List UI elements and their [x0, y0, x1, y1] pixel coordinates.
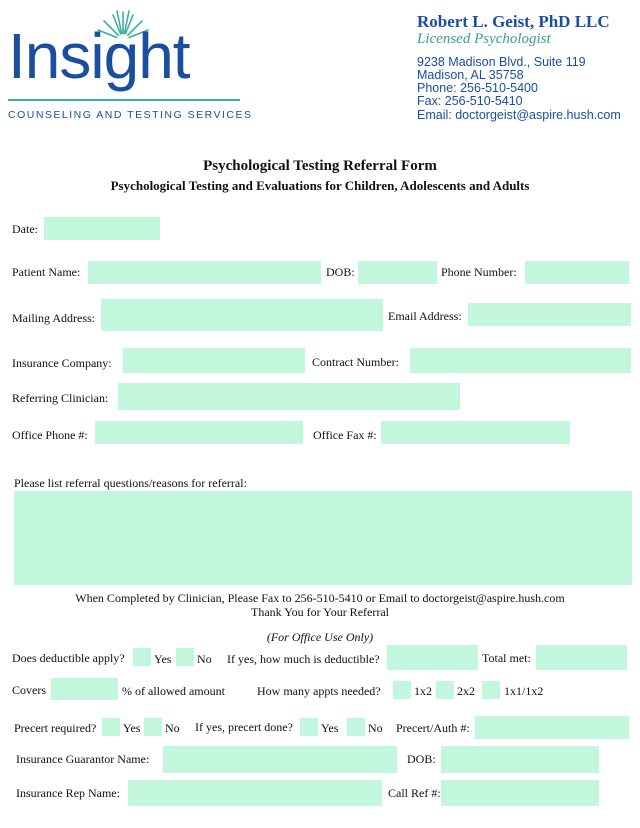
precert-done-yes-checkbox[interactable] [300, 718, 318, 736]
appt-1x1-1x2-checkbox[interactable] [482, 681, 500, 699]
guarantor-name-label: Insurance Guarantor Name: [16, 752, 150, 766]
phone-number-field[interactable] [525, 261, 629, 284]
dob-field[interactable] [358, 261, 437, 284]
date-field[interactable] [44, 217, 160, 240]
referring-clinician-field[interactable] [118, 383, 460, 410]
appt-1x2-label: 1x2 [414, 684, 432, 698]
deductible-yes-label: Yes [154, 652, 172, 666]
guarantor-dob-label: DOB: [407, 752, 436, 766]
contract-number-label: Contract Number: [312, 355, 399, 369]
total-met-field[interactable] [536, 645, 627, 670]
form-subtitle: Psychological Testing and Evaluations for Children, Adolescents and Adults [110, 178, 530, 193]
insurance-company-field[interactable] [123, 348, 305, 373]
covers-label: Covers [12, 683, 46, 697]
office-phone-field[interactable] [95, 421, 303, 444]
call-ref-label: Call Ref #: [388, 786, 441, 800]
guarantor-name-field[interactable] [163, 746, 397, 773]
mailing-address-field[interactable] [101, 299, 383, 331]
patient-name-label: Patient Name: [12, 265, 81, 279]
logo-tagline: COUNSELING AND TESTING SERVICES [8, 109, 253, 121]
insurance-company-label: Insurance Company: [12, 356, 112, 370]
total-met-label: Total met: [482, 651, 531, 665]
covers-percent-field[interactable] [51, 678, 118, 700]
appt-1x1-1x2-label: 1x1/1x2 [504, 684, 544, 698]
rep-name-field[interactable] [128, 780, 382, 806]
phone-line: Phone: 256-510-5400 [417, 81, 538, 95]
precert-done-no-checkbox[interactable] [347, 718, 365, 736]
practice-title: Licensed Psychologist [417, 31, 551, 47]
appt-2x2-checkbox[interactable] [436, 681, 454, 699]
deductible-amount-field[interactable] [387, 645, 478, 670]
precert-auth-field[interactable] [475, 716, 629, 739]
mailing-address-label: Mailing Address: [12, 311, 95, 325]
deductible-apply-label: Does deductible apply? [12, 651, 125, 665]
date-label: Date: [12, 222, 38, 236]
logo-divider [8, 99, 240, 101]
address-line-2: Madison, AL 35758 [417, 68, 524, 82]
precert-auth-label: Precert/Auth #: [396, 721, 470, 735]
practice-name: Robert L. Geist, PhD LLC [417, 12, 610, 31]
referral-questions-field[interactable] [14, 491, 632, 585]
precert-done-yes-label: Yes [321, 721, 339, 735]
office-fax-field[interactable] [381, 421, 570, 444]
thanks-text: Thank You for Your Referral [251, 605, 389, 619]
deductible-no-label: No [197, 652, 212, 666]
precert-no-checkbox[interactable] [144, 718, 162, 736]
precert-done-label: If yes, precert done? [195, 720, 293, 734]
guarantor-dob-field[interactable] [441, 746, 599, 773]
appt-1x2-checkbox[interactable] [393, 681, 411, 699]
logo-wordmark: Insight [8, 20, 190, 92]
precert-yes-checkbox[interactable] [102, 718, 120, 736]
office-fax-label: Office Fax #: [313, 428, 377, 442]
address-line-1: 9238 Madison Blvd., Suite 119 [417, 55, 586, 69]
referral-questions-label: Please list referral questions/reasons for referral: [14, 476, 247, 490]
deductible-yes-checkbox[interactable] [133, 648, 151, 666]
office-use-heading: (For Office Use Only) [266, 630, 374, 644]
contract-number-field[interactable] [410, 348, 631, 373]
appts-needed-label: How many appts needed? [257, 684, 381, 698]
email-address-label: Email Address: [388, 309, 462, 323]
precert-required-label: Precert required? [14, 721, 97, 735]
precert-no-label: No [165, 721, 180, 735]
email-line: Email: doctorgeist@aspire.hush.com [417, 108, 621, 122]
rep-name-label: Insurance Rep Name: [16, 786, 120, 800]
patient-name-field[interactable] [88, 261, 321, 284]
dob-label: DOB: [326, 265, 355, 279]
percent-allowed-label: % of allowed amount [122, 684, 225, 698]
fax-line: Fax: 256-510-5410 [417, 94, 523, 108]
appt-2x2-label: 2x2 [457, 684, 475, 698]
office-phone-label: Office Phone #: [12, 428, 88, 442]
referring-clinician-label: Referring Clinician: [12, 391, 109, 405]
call-ref-field[interactable] [441, 780, 599, 806]
deductible-no-checkbox[interactable] [176, 648, 194, 666]
deductible-amount-label: If yes, how much is deductible? [227, 652, 380, 666]
phone-number-label: Phone Number: [441, 265, 517, 279]
precert-done-no-label: No [368, 721, 383, 735]
email-address-field[interactable] [468, 303, 631, 326]
precert-yes-label: Yes [123, 721, 141, 735]
form-title: Psychological Testing Referral Form [203, 158, 437, 174]
submit-instructions: When Completed by Clinician, Please Fax to 256-510-5410 or Email to doctorgeist@aspire.hush.com [75, 591, 565, 605]
